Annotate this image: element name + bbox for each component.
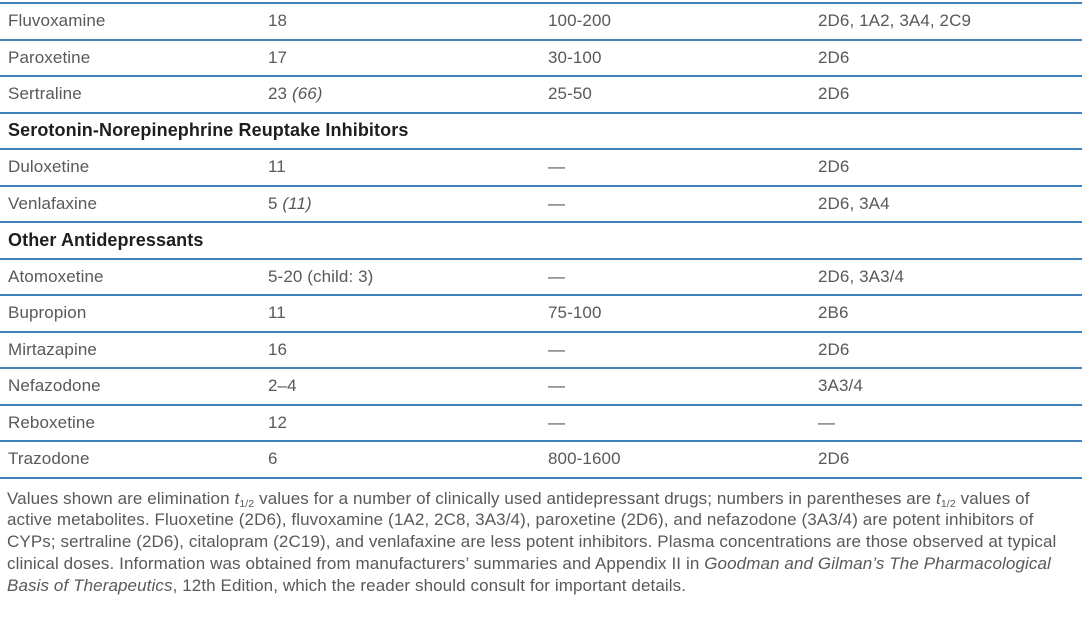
table-row — [0, 77, 1082, 114]
footnote-segment: values for a number of clinically used antidepressant drugs; numbers in parentheses are — [254, 488, 936, 508]
footnote-segment: 1/2 — [239, 498, 255, 511]
half-life-value: 5-20 (child: 3) — [268, 266, 374, 286]
plasma-concentration-cell: 25-50 — [548, 84, 592, 104]
half-life-cell — [260, 157, 540, 177]
table-row — [0, 260, 1082, 297]
half-life-cell — [260, 303, 540, 323]
half-life-cell — [260, 194, 540, 214]
cyps-cell: 2D6 — [818, 47, 850, 67]
plasma-concentration-cell: — — [548, 339, 566, 359]
plasma-concentration-cell: 30-100 — [548, 47, 602, 67]
table-row — [0, 296, 1082, 333]
drug-name-cell: Paroxetine — [8, 47, 91, 67]
drug-name-cell: Sertraline — [8, 84, 82, 104]
footnote-segment: , 12th Edition, which the reader should consult for important details. — [172, 575, 687, 595]
cyps-cell: 2D6, 1A2, 3A4, 2C9 — [818, 11, 972, 31]
table-row — [0, 150, 1082, 187]
cyps-cell: 2D6, 3A4 — [818, 193, 890, 213]
footnote-segment: 1/2 — [940, 498, 956, 511]
half-life-value: 11 — [268, 303, 286, 323]
drug-name-cell: Atomoxetine — [8, 266, 104, 286]
section-header-row — [0, 223, 1082, 260]
half-life-cell — [260, 413, 540, 433]
table-row — [0, 369, 1082, 406]
plasma-concentration-cell: 75-100 — [548, 303, 602, 323]
drug-name-cell: Nefazodone — [8, 376, 101, 396]
section-header-label: Serotonin-Norepinephrine Reuptake Inhibitors — [8, 120, 409, 141]
drug-name-cell: Venlafaxine — [8, 193, 98, 213]
plasma-concentration-cell: — — [548, 266, 566, 286]
textbook-table-page — [0, 2, 1082, 627]
section-header-row — [0, 114, 1082, 151]
plasma-concentration-cell: — — [548, 193, 566, 213]
plasma-concentration-cell: 100-200 — [548, 11, 612, 31]
plasma-concentration-cell: 800-1600 — [548, 449, 621, 469]
cyps-cell: 2D6 — [818, 449, 850, 469]
plasma-concentration-cell: — — [548, 412, 566, 432]
half-life-cell — [260, 376, 540, 396]
table-row — [0, 406, 1082, 443]
plasma-concentration-cell: — — [548, 157, 566, 177]
cyps-cell: 2B6 — [818, 303, 849, 323]
half-life-value: 11 — [268, 157, 286, 177]
half-life-value: 12 — [268, 412, 288, 432]
half-life-cell — [260, 267, 540, 287]
half-life-value: 18 — [268, 11, 288, 31]
footnote-segment: t — [936, 488, 941, 508]
half-life-cell — [260, 48, 540, 68]
cyps-cell: 2D6, 3A3/4 — [818, 266, 905, 286]
table-row — [0, 41, 1082, 78]
plasma-concentration-cell: — — [548, 376, 566, 396]
footnote-segment: values of active metabolites. Fluoxetine (2D6), fluvoxamine (1A2, 2C8, 3A3/4), paroxetine (2D6), and nefazodone (3A3/4) are potent inhibitors of CYPs; sertraline (2D6), citalopram (2C19), and venlafaxine are less potent inhibitors. Plasma concentrations are those observed at typical clinical doses. Information was obtained from manufacturers’ summaries and Appendix II in — [7, 488, 1057, 573]
footnote-segment: t — [234, 488, 240, 508]
drug-name-cell: Fluvoxamine — [8, 11, 106, 31]
table-row — [0, 333, 1082, 370]
drug-name-cell: Duloxetine — [8, 157, 90, 177]
section-header-label: Other Antidepressants — [8, 229, 204, 250]
drug-name-cell: Reboxetine — [8, 412, 96, 432]
half-life-value: 17 — [268, 47, 288, 67]
half-life-value: 5 — [268, 193, 278, 213]
cyps-cell: 2D6 — [818, 157, 850, 177]
cyps-cell: 2D6 — [818, 339, 850, 359]
metabolite-half-life-value: (11) — [282, 193, 312, 213]
half-life-cell — [260, 11, 540, 31]
drug-name-cell: Bupropion — [8, 303, 87, 323]
table-row — [0, 187, 1082, 224]
cyps-cell: 2D6 — [818, 84, 850, 104]
antidepressant-pharmacokinetics-table — [0, 2, 1082, 479]
drug-name-cell: Mirtazapine — [8, 339, 97, 359]
half-life-value: 6 — [268, 449, 278, 469]
half-life-cell — [260, 449, 540, 469]
half-life-value: 16 — [268, 339, 288, 359]
footnote-segment: Goodman and Gilman’s The Pharmacological Basis of Therapeutics — [7, 553, 1051, 595]
table-footnote — [0, 488, 1082, 597]
half-life-value: 2–4 — [268, 376, 297, 396]
cyps-cell: — — [818, 412, 836, 432]
footnote-segment: Values shown are elimination — [7, 488, 235, 508]
cyps-cell: 3A3/4 — [818, 376, 863, 396]
half-life-value: 23 — [268, 84, 288, 104]
half-life-cell — [260, 340, 540, 360]
metabolite-half-life-value: (66) — [291, 84, 323, 104]
drug-name-cell: Trazodone — [8, 449, 90, 469]
table-row — [0, 4, 1082, 41]
table-row — [0, 442, 1082, 479]
half-life-cell — [260, 84, 540, 104]
